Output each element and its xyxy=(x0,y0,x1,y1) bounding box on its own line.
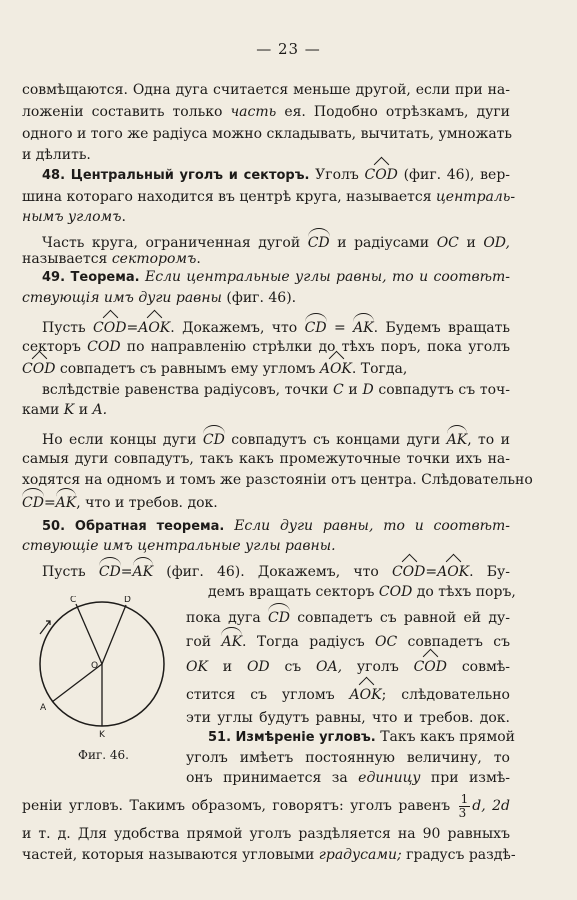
section-50-heading: 50. Обратная теорема. xyxy=(42,519,225,534)
text-line: Пусть CD=AK (фиг. 46). Докажемъ, что COD=AOK. Бу- xyxy=(42,560,510,580)
text-line: COD совпадетъ съ равнымъ ему угломъ AOK. Тогда, xyxy=(22,361,408,377)
text-line: реніи угловъ. Такимъ образомъ, говорятъ: уголъ равенъ $\frac{1}{3}$ d, 2d xyxy=(22,791,510,820)
text-line: совмѣщаются. Одна дуга считается меньше другой, если при на- xyxy=(22,82,510,98)
text-line: ками K и A. xyxy=(22,402,108,418)
page-number: — 23 — xyxy=(256,40,321,58)
text-line: OK и OD съ OA, уголъ COD совмѣ- xyxy=(186,659,511,675)
text-line: Часть круга, ограниченная дугой CD и радіусами OC и OD, xyxy=(42,231,510,251)
text-line: и т. д. Для удобства прямой уголъ раздѣляется на 90 равныхъ xyxy=(22,826,510,842)
text-line: нымъ угломъ. xyxy=(22,209,126,225)
section-49-heading: 49. Теорема. xyxy=(42,270,140,285)
text-line: шина котораго находится въ центрѣ круга, называется централь- xyxy=(22,189,516,205)
section-49-line: 49. Теорема. Если центральные углы равны, то и соотвѣт- xyxy=(42,269,510,285)
figure-46-circle-diagram xyxy=(22,596,182,746)
text-line: самыя дуги совпадутъ, такъ какъ промежуточные точки ихъ на- xyxy=(22,451,510,467)
text-line: ствующія имъ дуги равны (фиг. 46). xyxy=(22,290,297,306)
point-label-d: D xyxy=(124,596,131,605)
text-line: гой AK. Тогда радіусъ OC совпадетъ съ xyxy=(186,630,510,650)
point-label-c: C xyxy=(70,596,77,605)
section-50-line: 50. Обратная теорема. Если дуги равны, то и соотвѣт- xyxy=(42,518,511,534)
section-51-line: 51. Измѣреніе угловъ. Такъ какъ прямой xyxy=(208,729,515,745)
radius-oc xyxy=(76,604,102,664)
text-line: частей, которыя называются угловыми градусами; градусъ раздѣ- xyxy=(22,847,516,863)
text-line: уголъ имѣетъ постоянную величину, то xyxy=(186,750,510,766)
text-line: пока дуга CD совпадетъ съ равной ей ду- xyxy=(186,606,510,626)
point-label-k: K xyxy=(99,730,105,740)
text-line: вслѣдствіе равенства радіусовъ, точки C и D совпадутъ съ точ- xyxy=(42,382,511,398)
section-51-heading: 51. Измѣреніе угловъ. xyxy=(208,730,376,745)
section-48-heading: 48. Центральный уголъ и секторъ. xyxy=(42,168,310,183)
point-label-o: O xyxy=(91,661,99,671)
text-line: демъ вращать секторъ COD до тѣхъ поръ, xyxy=(208,584,516,600)
text-line: одного и того же радіуса можно складывать, вычитать, умножать xyxy=(22,126,513,142)
text-line: онъ принимается за единицу при измѣ- xyxy=(186,770,511,786)
figure-caption: Фиг. 46. xyxy=(78,748,129,762)
text-line: стится съ угломъ AOK; слѣдовательно xyxy=(186,687,510,703)
text-line: ложеніи составить только часть ея. Подобно отрѣзкамъ, дуги xyxy=(22,104,511,120)
text-line: и дѣлить. xyxy=(22,147,91,163)
section-48-line: 48. Центральный уголъ и секторъ. Уголъ COD (фиг. 46), вер- xyxy=(42,167,511,183)
text-line: называется секторомъ. xyxy=(22,251,201,267)
text-line: ствующіе имъ центральные углы равны. xyxy=(22,538,336,554)
radius-od xyxy=(102,605,126,664)
text-line: секторъ COD по направленію стрѣлки до тѣхъ поръ, пока уголъ xyxy=(22,339,511,355)
text-line: ходятся на одномъ и томъ же разстояніи отъ центра. Слѣдовательно xyxy=(22,472,533,488)
text-line: Пусть COD=AOK. Докажемъ, что CD = AK. Будемъ вращать xyxy=(42,316,510,336)
text-line: CD=AK, что и требов. док. xyxy=(22,491,510,511)
text-line: эти углы будутъ равны, что и требов. док. xyxy=(186,710,510,726)
point-label-a: A xyxy=(40,703,47,713)
fraction-one-third: $\frac{1}{3}$ xyxy=(458,791,469,820)
text-line: Но если концы дуги CD совпадутъ съ концами дуги AK, то и xyxy=(42,428,510,448)
